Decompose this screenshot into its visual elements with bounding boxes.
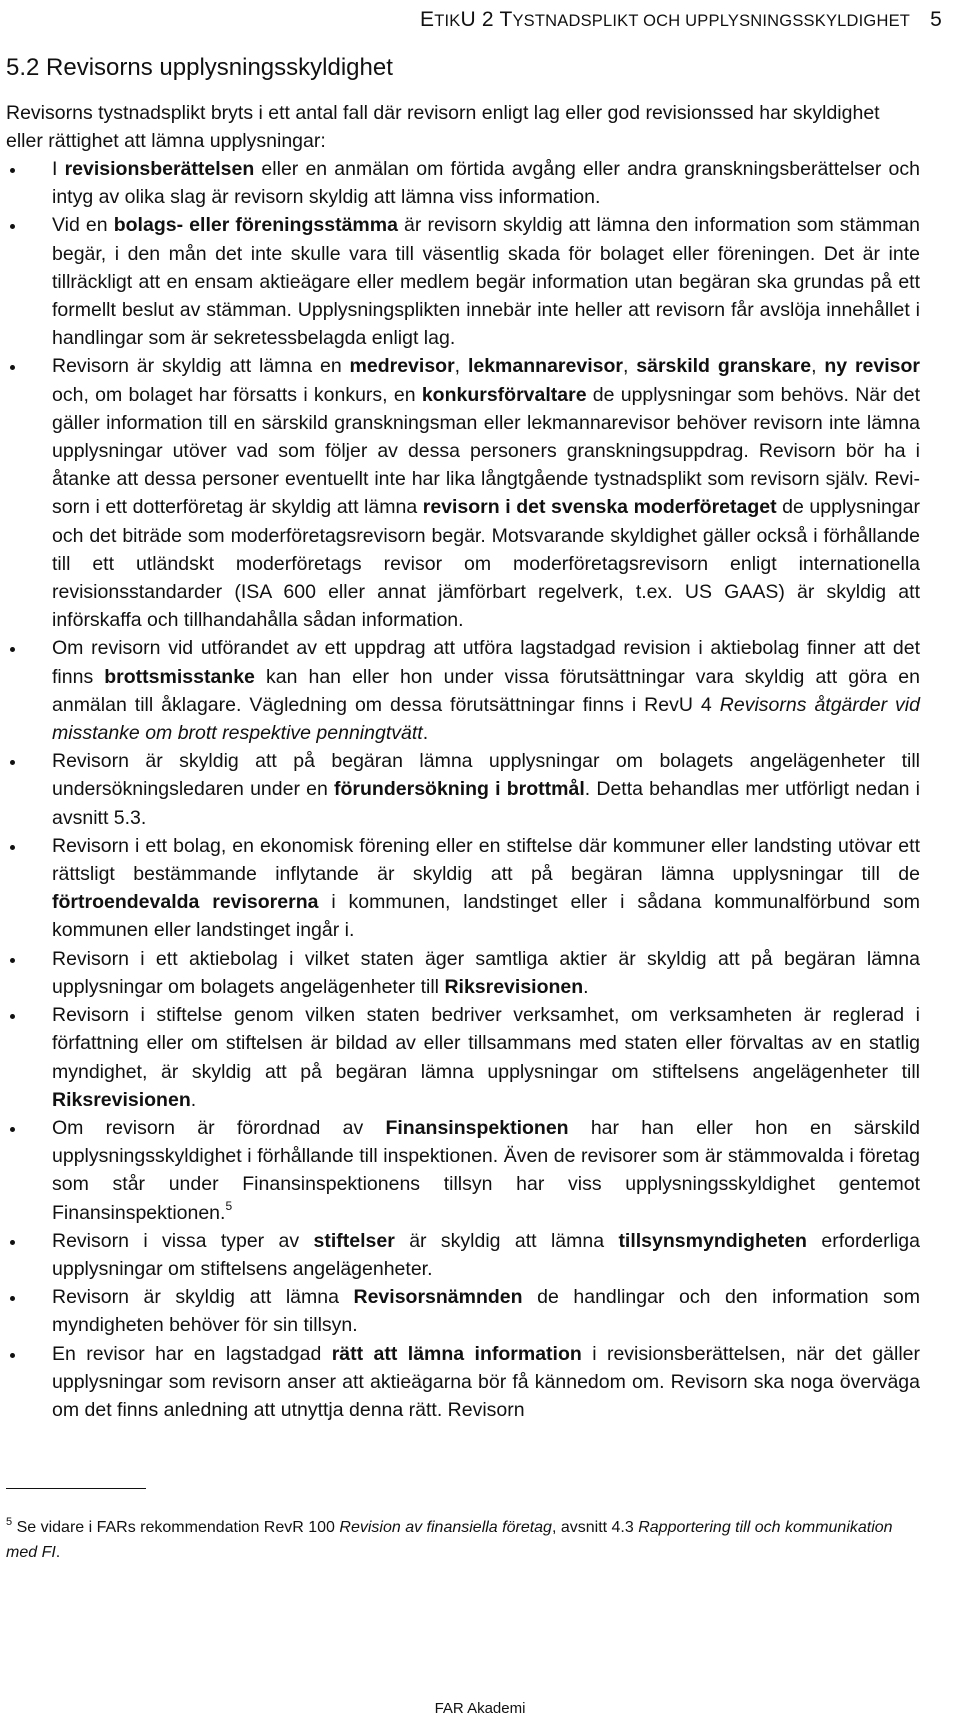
list-item: Revisorn är skyldig att lämna en medrevisor, lekmannarevisor, särskild granskare, ny revisor och, om bolaget har försatts i konkurs, en konkursförvaltare de upplysningar som behövs. När det gäller information till en särskild granskningsman eller lekmannarevisor behöver revisorn inte lämna upplysningar utöver vad som följer av dessa personers granskningsuppdrag. Revisorn bör ha i åtanke att dessa personer eventuellt inte har lika långtgående tystnadsplikt som revisorn själv. Revisorn i ett dotterföretag är skyldig att lämna revisorn i det svenska moderföretaget de upplysningar och det biträde som moderföretagsrevisorn begär. Motsvarande skyldighet gäller också i förhållande till ett utländskt moderföretags revisor om moderföretagsrevisorn enligt internationella revisionsstandarder (ISA 600 eller annat jämförbart regelverk, t.ex. US GAAS) är skyldig att införskaffa och tillhandahålla sådan information. — [6, 352, 920, 634]
bullet-icon — [10, 365, 15, 370]
page-footer: FAR Akademi — [434, 1700, 526, 1717]
footnote-reference[interactable]: 5 — [225, 1198, 233, 1213]
bullet-icon — [10, 647, 15, 652]
footnote-number: 5 — [6, 1516, 13, 1528]
bullet-icon — [10, 760, 15, 765]
bullet-icon — [10, 224, 15, 229]
bullet-icon — [10, 1127, 15, 1132]
list-item: En revisor har en lagstadgad rätt att lämna information i revisionsberättelsen, när det gäller upplysningar som revisorn anser att aktieägarna bör få kännedom om. Revisorn ska noga överväga om det finns anledning att utnyttja denna rätt. Revisorn — [6, 1340, 920, 1425]
list-item: Vid en bolags- eller föreningsstämma är revisorn skyldig att lämna den information som stämman begär, i den mån det inte skulle vara till väsentlig skada för bolaget eller föreningen. Det är inte tillräckligt att en ensam aktieägare eller medlem begär information utan begäran ska grundas på ett formellt beslut av stämman. Upplysningsplikten innebär inte heller att revisorn får avslöja innehållet i handlingar som är sekretessbelagda enligt lag. — [6, 211, 920, 352]
list-item: Revisorn i vissa typer av stiftelser är skyldig att lämna tillsynsmyndigheten erforderliga upplysningar om stiftelsens angelägenheter. — [6, 1227, 920, 1283]
section-title: 5.2 Revisorns upplysningsskyldighet — [6, 54, 393, 81]
bullet-icon — [10, 1296, 15, 1301]
list-item: Revisorn i ett bolag, en ekonomisk förening eller en stiftelse där kommuner eller landsting utövar ett rättsligt bestämmande inflytande är skyldig att på begäran lämna upplysningar till de förtroendevalda revisorerna i kommunen, landstinget eller i sådana kommunalförbund som kommunen eller landstinget ingår i. — [6, 832, 920, 945]
footnote-divider — [6, 1488, 146, 1489]
list-item: Om revisorn vid utförandet av ett uppdrag att utföra lagstadgad revision i aktiebolag finner att det finns brottsmisstanke kan han eller hon under vissa förutsättningar vara skyldig att göra en anmälan till åklagare. Vägledning om dessa förutsättningar finns i RevU 4 Revisorns åtgärder vid misstanke om brott respektive penningtvätt. — [6, 634, 920, 747]
list-item: Revisorn i ett aktiebolag i vilket staten äger samtliga aktier är skyldig att på begäran lämna upplysningar om bolagets angelägenheter till Riksrevisionen. — [6, 945, 920, 1001]
bullet-icon — [10, 1240, 15, 1245]
list-item: Revisorn är skyldig att på begäran lämna upplysningar om bolagets angelägenheter till undersökningsledaren under en förundersökning i brottmål. Detta behandlas mer utförligt nedan i avsnitt 5.3. — [6, 747, 920, 832]
running-header: ETIKU 2 TYSTNADSPLIKT OCH UPPLYSNINGSSKYLDIGHET 5 — [419, 8, 942, 31]
list-item: Om revisorn är förordnad av Finansinspektionen har han eller hon en särskild upplysningsskyldighet i förhållande till inspektionen. Även de revisorer som är stämmovalda i företag som står under Finansinspektionens tillsyn har viss upplysningsskyldighet gentemot Finansinspektionen.$^5$ — [6, 1114, 920, 1227]
bullet-icon — [10, 845, 15, 850]
list-item: Revisorn i stiftelse genom vilken staten bedriver verksamhet, om verksamheten är reglerad i författning eller om stiftelsen är bildad av eller tillsammans med staten eller förvaltas av en statlig myndighet, är skyldig att på begäran lämna upplysningar om stiftelsens angelägenheter till Riksrevisionen. — [6, 1001, 920, 1114]
intro-paragraph: Revisorns tystnadsplikt bryts i ett antal fall där revisorn enligt lag eller god revisionssed har skyldighet eller rättighet att lämna upplysningar: — [6, 102, 880, 152]
list-item: Revisorn är skyldig att lämna Revisorsnämnden de handlingar och den information som myndigheten behöver för sin tillsyn. — [6, 1283, 920, 1339]
footnote: $^5$ Se vidare i FARs rekommendation RevR 100 Revision av finansiella företag, avsnitt 4.3 Rapportering till och kommunikation med FI. — [6, 1516, 893, 1561]
bullet-icon — [10, 958, 15, 963]
bullet-icon — [10, 1353, 15, 1358]
bullet-icon — [10, 168, 15, 173]
list-item: I revisionsberättelsen eller en anmälan om förtida avgång eller andra granskningsberättelser och intyg av olika slag är revisorn skyldig att lämna viss information. — [6, 155, 920, 211]
page-number: 5 — [930, 8, 942, 31]
bullet-icon — [10, 1014, 15, 1019]
bullet-list — [6, 155, 920, 1424]
